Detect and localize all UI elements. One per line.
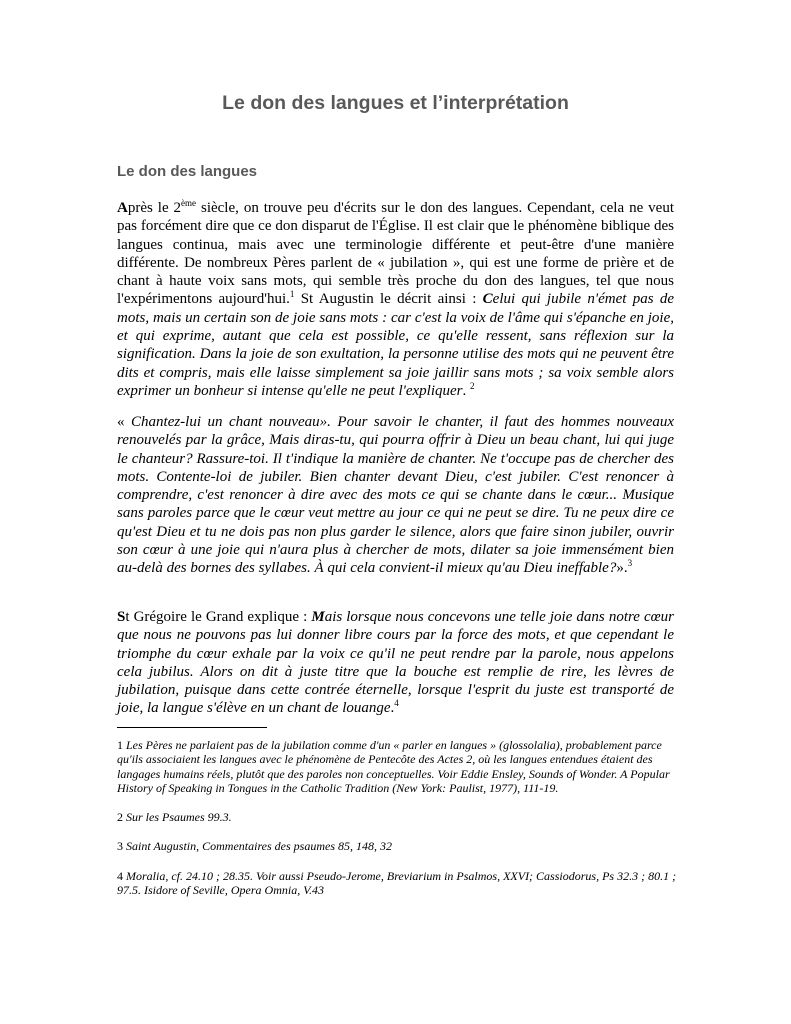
footnote-ref-4[interactable]: 4: [394, 698, 399, 709]
paragraph-2: [117, 413, 674, 578]
paragraph-3: [117, 608, 674, 718]
footnote-4: [117, 869, 677, 898]
footnote-ref-3[interactable]: 3: [627, 558, 633, 569]
dropcap: S: [117, 609, 126, 625]
paragraph-1: [117, 199, 674, 400]
quote-close: ».: [616, 560, 628, 577]
footnote-number: 1: [117, 738, 123, 752]
quote-initial: M: [311, 609, 325, 625]
dropcap: A: [117, 200, 128, 216]
footnote-number: 4: [117, 868, 123, 883]
paragraph-text: t Grégoire le Grand explique :: [125, 609, 312, 625]
paragraph-text: .: [390, 700, 395, 717]
footnote-2: [117, 810, 677, 824]
footnote-number: 2: [117, 810, 123, 825]
footnote-number: 3: [117, 839, 123, 854]
psalm-quote: Chantez-lui un chant nouveau». Pour savoir le chanter, il faut des hommes nouveaux renouvelés par la grâce, Mais diras-tu, qui pourra offrir à Dieu un beau chant, lui qui juge le chanteur? Rassure-toi. Il t'indique la manière de chanter. Ne t'occupe pas de chercher des mots. Contente-loi de jubiler. Bien chanter devant Dieu, c'est jubiler. C'est renoncer à comprendre, c'est renoncer à dire avec des mots ce qui se chante dans le cœur... Musique sans paroles parce que le cœur veut mettre au jour ce qui ne peut se dire. Tu ne peux dire ce qu'est Dieu et tu ne dois pas non plus garder le silence, alors que faire sinon jubiler, ouvrir son cœur à une joie qui n'aura plus à chercher de mots, dilater sa joie immensément bien au-delà des bornes des syllabes. À qui cela convient-il mieux qu'au Dieu ineffable?: [117, 414, 675, 577]
footnote-3: [117, 839, 677, 853]
footnote-ref-1[interactable]: 1: [289, 289, 295, 300]
paragraph-text: St Augustin le décrit ainsi :: [294, 291, 483, 308]
paragraph-text: .: [462, 382, 470, 399]
footnote-1: [117, 738, 677, 795]
section-heading: Le don des langues: [117, 163, 258, 180]
gregoire-quote: ais lorsque nous concevons une telle joie dans notre cœur que nous ne pouvons pas lui donner libre cours par la force des mots, et que cependant le triomphe du cœur exhale par la voix ce qu'il ne peut rendre par la parole, nous appelons cela jubilus. Alors on dit à juste titre que la bouche est remplie de rire, les lèvres de jubilation, puisque dans cette contrée éternelle, lorsque l'esprit du juste est transporté de joie, la langue s'élève en un chant de louange: [117, 609, 674, 717]
augustin-quote: elui qui jubile n'émet pas de mots, mais un certain son de joie sans mots : car c'est la voix de l'âme qui s'épanche en joie, et qui exprime, autant que cela est possible, ce qu'elle ressent, sans réflexion sur la signification. Dans la joie de son exultation, la personne utilise des mots qui ne peuvent être dits et compris, mais elle laisse simplement sa joie jaillir sans mots ; sa voix semble alors exprimer un bonheur si intense qu'elle ne peut l'expliquer: [117, 291, 674, 399]
footnotes: [117, 738, 677, 897]
footnote-ref-2[interactable]: 2: [470, 380, 475, 391]
footnote-text: Les Pères ne parlaient pas de la jubilation comme d'un « parler en langues » (glossolalia), probablement parce qu'ils associaient les langues avec le phénomène de Pentecôte des Actes 2, où les langues entendues étaient des langages humains réels, plutôt que des paroles non conceptuelles. Voir Eddie Ensley, Sounds of Wonder. A Popular History of Speaking in Tongues in the Catholic Tradition (New York: Paulist, 1977), 111-19.: [117, 738, 670, 795]
quote-open: «: [117, 414, 132, 430]
footnote-text: Sur les Psaumes 99.3.: [126, 810, 232, 825]
quote-initial: C: [482, 291, 493, 308]
ordinal-suffix: ème: [181, 198, 197, 208]
footnote-text: Saint Augustin, Commentaires des psaumes 85, 148, 32: [126, 839, 392, 854]
footnote-text: Moralia, cf. 24.10 ; 28.35. Voir aussi Pseudo-Jerome, Breviarium in Psalmos, XXVI; Cassiodorus, Ps 32.3 ; 80.1 ; 97.5. Isidore of Seville, Opera Omnia, V.43: [117, 868, 677, 898]
paragraph-text: près le 2: [127, 200, 182, 216]
footnote-separator: [117, 727, 267, 728]
paragraph-text: siècle, on trouve peu d'écrits sur le don des langues. Cependant, cela ne veut pas forcément dire que ce don disparut de l'Église. Il est clair que le phénomène biblique des langues continua, mais avec une terminologie différente et peut-être d'une manière différente. De nombreux Pères parlent de « jubilation », qui est une forme de prière et de chant à haute voix sans mots, qui semble très proche du don des langues, tel que nous l'expérimentons aujourd'hui.: [117, 200, 674, 308]
document-title: Le don des langues et l’interprétation: [222, 92, 569, 114]
